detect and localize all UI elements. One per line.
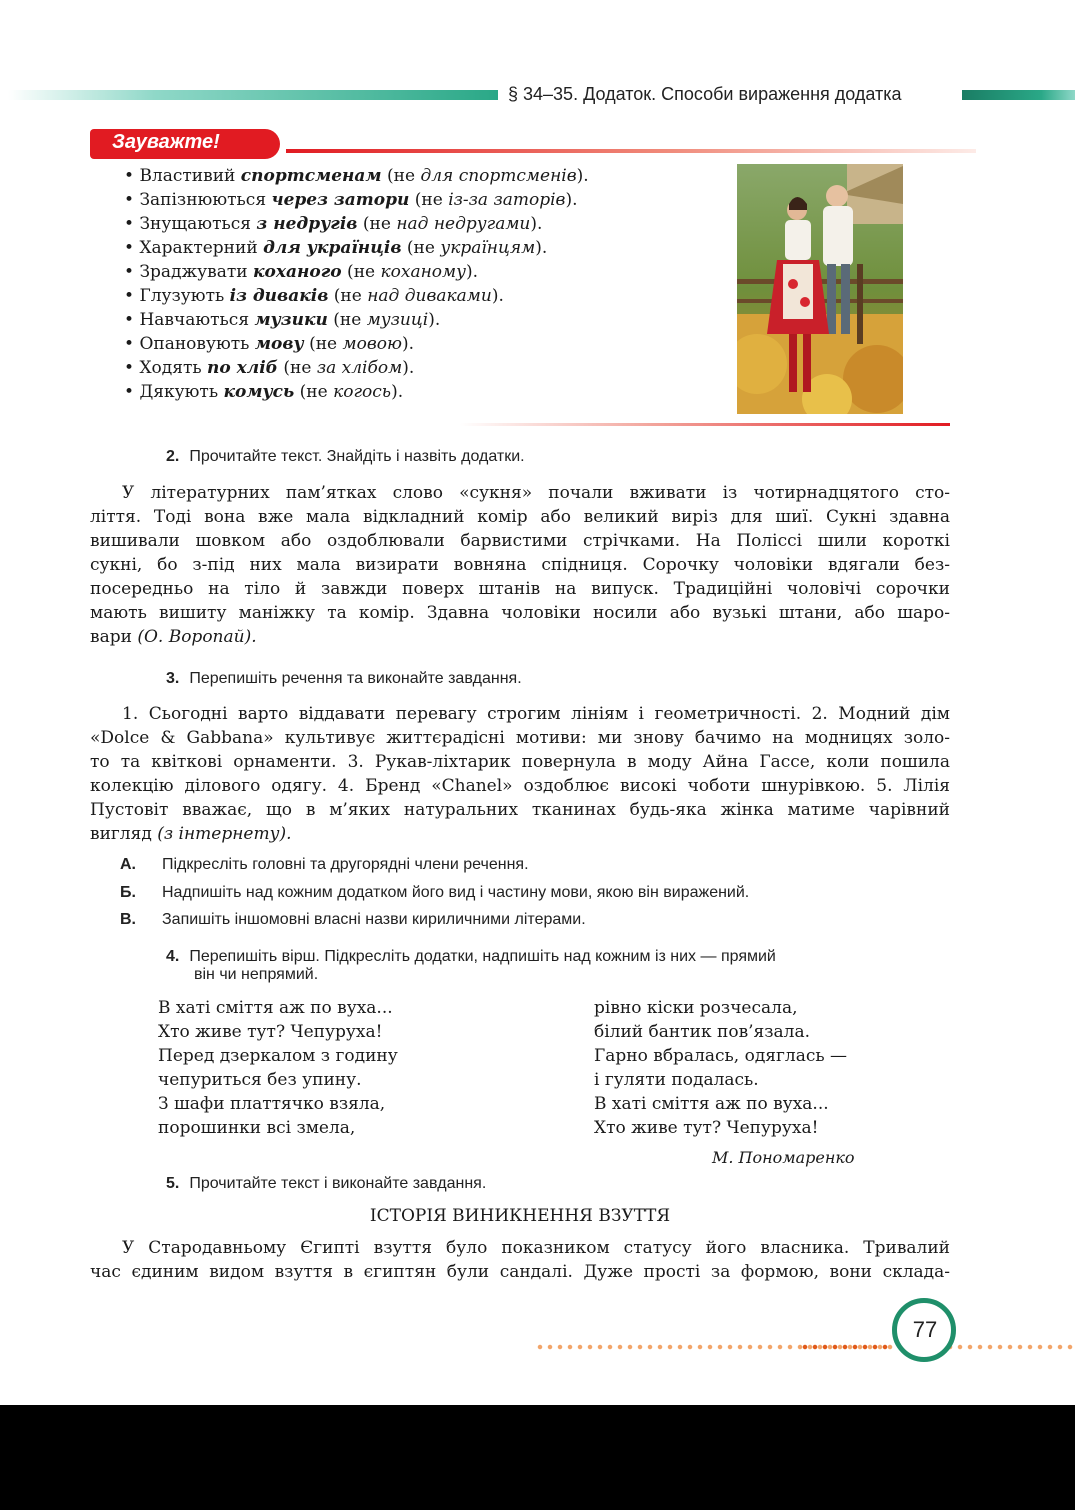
poem-line: Хто живе тут? Чепуруха! — [594, 1118, 819, 1138]
task-number: 5. — [166, 1175, 180, 1192]
poem-column-left — [158, 996, 398, 1140]
poem-line: порошинки всі змела, — [158, 1118, 356, 1138]
task-5-text — [90, 1236, 950, 1284]
text-line: 1. Сьогодні варто віддавати перевагу строгим лініям і геометричності. 2. Модний дім — [122, 704, 950, 724]
task-number: 2. — [166, 448, 180, 465]
usage-rule-list — [124, 164, 589, 404]
section-divider — [460, 423, 950, 426]
poem-line: Перед дзеркалом з годину — [158, 1046, 398, 1066]
subtask-a: А. Підкресліть головні та другорядні члени речення. — [120, 856, 529, 873]
text-line: Пустовіт вважає, що в м’яких натуральних тканинах будь-яка жінка матиме чарівний — [90, 800, 950, 820]
couple-in-embroidered-costume-photo — [737, 164, 903, 414]
task-number: 4. — [166, 948, 180, 965]
task-5-heading — [166, 1175, 486, 1193]
header-rule-right — [962, 90, 1075, 100]
note-rule — [286, 149, 976, 153]
text-line: час єдиним видом взуття в єгиптян були сандалі. Дуже прості за формою, вони склада- — [90, 1262, 950, 1282]
text-line: ліття. Тоді вона вже мала відкладний комір або великий виріз для шиї. Сукні здавна — [90, 507, 950, 527]
task-number: 3. — [166, 670, 180, 687]
bottom-black-bar — [0, 1405, 1075, 1510]
text-line: У Стародавньому Єгипті взуття було показником статусу його власника. Тривалий — [122, 1238, 950, 1258]
text-title: ІСТОРІЯ ВИНИКНЕННЯ ВЗУТТЯ — [369, 1206, 671, 1226]
task-instruction: Прочитайте текст і виконайте завдання. — [189, 1175, 487, 1192]
rule-item: • Зраджувати коханого (не коханому). — [124, 262, 479, 282]
poem-line: чепуриться без упину. — [158, 1070, 362, 1090]
task-2-heading — [166, 448, 525, 466]
rule-item: • Навчаються музики (не музиці). — [124, 310, 441, 330]
attribution: (О. Воропай). — [137, 627, 257, 647]
poem-line: В хаті сміття аж по вуха... — [594, 1094, 829, 1114]
poem-line: Хто живе тут? Чепуруха! — [158, 1022, 383, 1042]
task-instruction: Перепишіть вірш. Підкресліть додатки, надпишіть над кожним із них — прямий — [189, 948, 776, 965]
rule-item: • Глузують із диваків (не над диваками). — [124, 286, 504, 306]
subtask-b: Б. Надпишіть над кожним додатком його вид і частину мови, якою він виражений. — [120, 884, 750, 901]
text-line: сукні, бо з-під них мала визирати вовняна спідниця. Сорочку чоловіки вдягали без- — [90, 555, 950, 575]
rule-item: • Опановують мову (не мовою). — [124, 334, 415, 354]
subtask-c: В. Запишіть іншомовні власні назви кириличними літерами. — [120, 911, 586, 928]
rule-item: • Запізнюються через затори (не із-за заторів). — [124, 190, 578, 210]
rule-item: • Ходять по хліб (не за хлібом). — [124, 358, 415, 378]
text-line: вигляд (з інтернету). — [90, 824, 292, 844]
poem-line: білий бантик пов’язала. — [594, 1022, 811, 1042]
task-instruction-continued: він чи непрямий. — [194, 966, 319, 983]
footer-dotted-accent — [800, 1344, 890, 1350]
running-header: § 34–35. Додаток. Способи вираження додатка — [508, 84, 902, 104]
task-instruction: Перепишіть речення та виконайте завдання. — [189, 670, 522, 687]
text-line: колекцію ділового одягу. 4. Бренд «Chanel» оздоблює високі чоботи шнурівкою. 5. Лілія — [90, 776, 950, 796]
poem-author: М. Пономаренко — [712, 1148, 855, 1167]
task-instruction: Прочитайте текст. Знайдіть і назвіть додатки. — [189, 448, 525, 465]
task-3-heading — [166, 670, 522, 688]
text-line: то та квіткові орнаменти. 3. Рукав-ліхтарик повернула в моду Айна Гассе, коли пошила — [90, 752, 950, 772]
text-line: вари (О. Воропай). — [90, 627, 257, 647]
text-line: вишивали шовком або оздоблювали барвистими стрічками. На Поліссі шили короткі — [90, 531, 950, 551]
task-4-heading — [166, 948, 776, 984]
page-number: 77 — [912, 1317, 938, 1342]
rule-item: • Характерний для українців (не українцям). — [124, 238, 548, 258]
header-rule-left — [8, 90, 498, 100]
text-line: мають вишиту маніжку та комір. Здавна чоловіки носили або вузькі штани, або шаро- — [90, 603, 950, 623]
attribution: (з інтернету). — [157, 824, 292, 844]
rule-item: • Властивий спортсменам (не для спортсменів). — [124, 166, 589, 186]
poem-line: З шафи платтячко взяла, — [158, 1094, 386, 1114]
poem-column-right — [594, 996, 847, 1140]
poem-line: В хаті сміття аж по вуха... — [158, 998, 393, 1018]
text-line: посередньо на тіло й завжди поверх штанів на випуск. Традиційні чоловічі сорочки — [90, 579, 950, 599]
text-line: «Dolce & Gabbana» культивує життєрадісні мотиви: ми знову бачимо на модницях золо- — [90, 728, 950, 748]
task-3-text — [90, 702, 950, 846]
rule-item: • Дякують комусь (не когось). — [124, 382, 404, 402]
text-line: У літературних пам’ятках слово «сукня» почали вживати із чотирнадцятого сто- — [122, 483, 950, 503]
rule-item: • Знущаються з недругів (не над недругами). — [124, 214, 543, 234]
poem-line: і гуляти подалась. — [594, 1070, 759, 1090]
poem-line: Гарно вбралась, одяглась — — [594, 1046, 848, 1066]
task-2-text — [90, 481, 950, 649]
note-label: Зауважте! — [112, 131, 220, 153]
poem-line: рівно кіски розчесала, — [594, 998, 798, 1018]
